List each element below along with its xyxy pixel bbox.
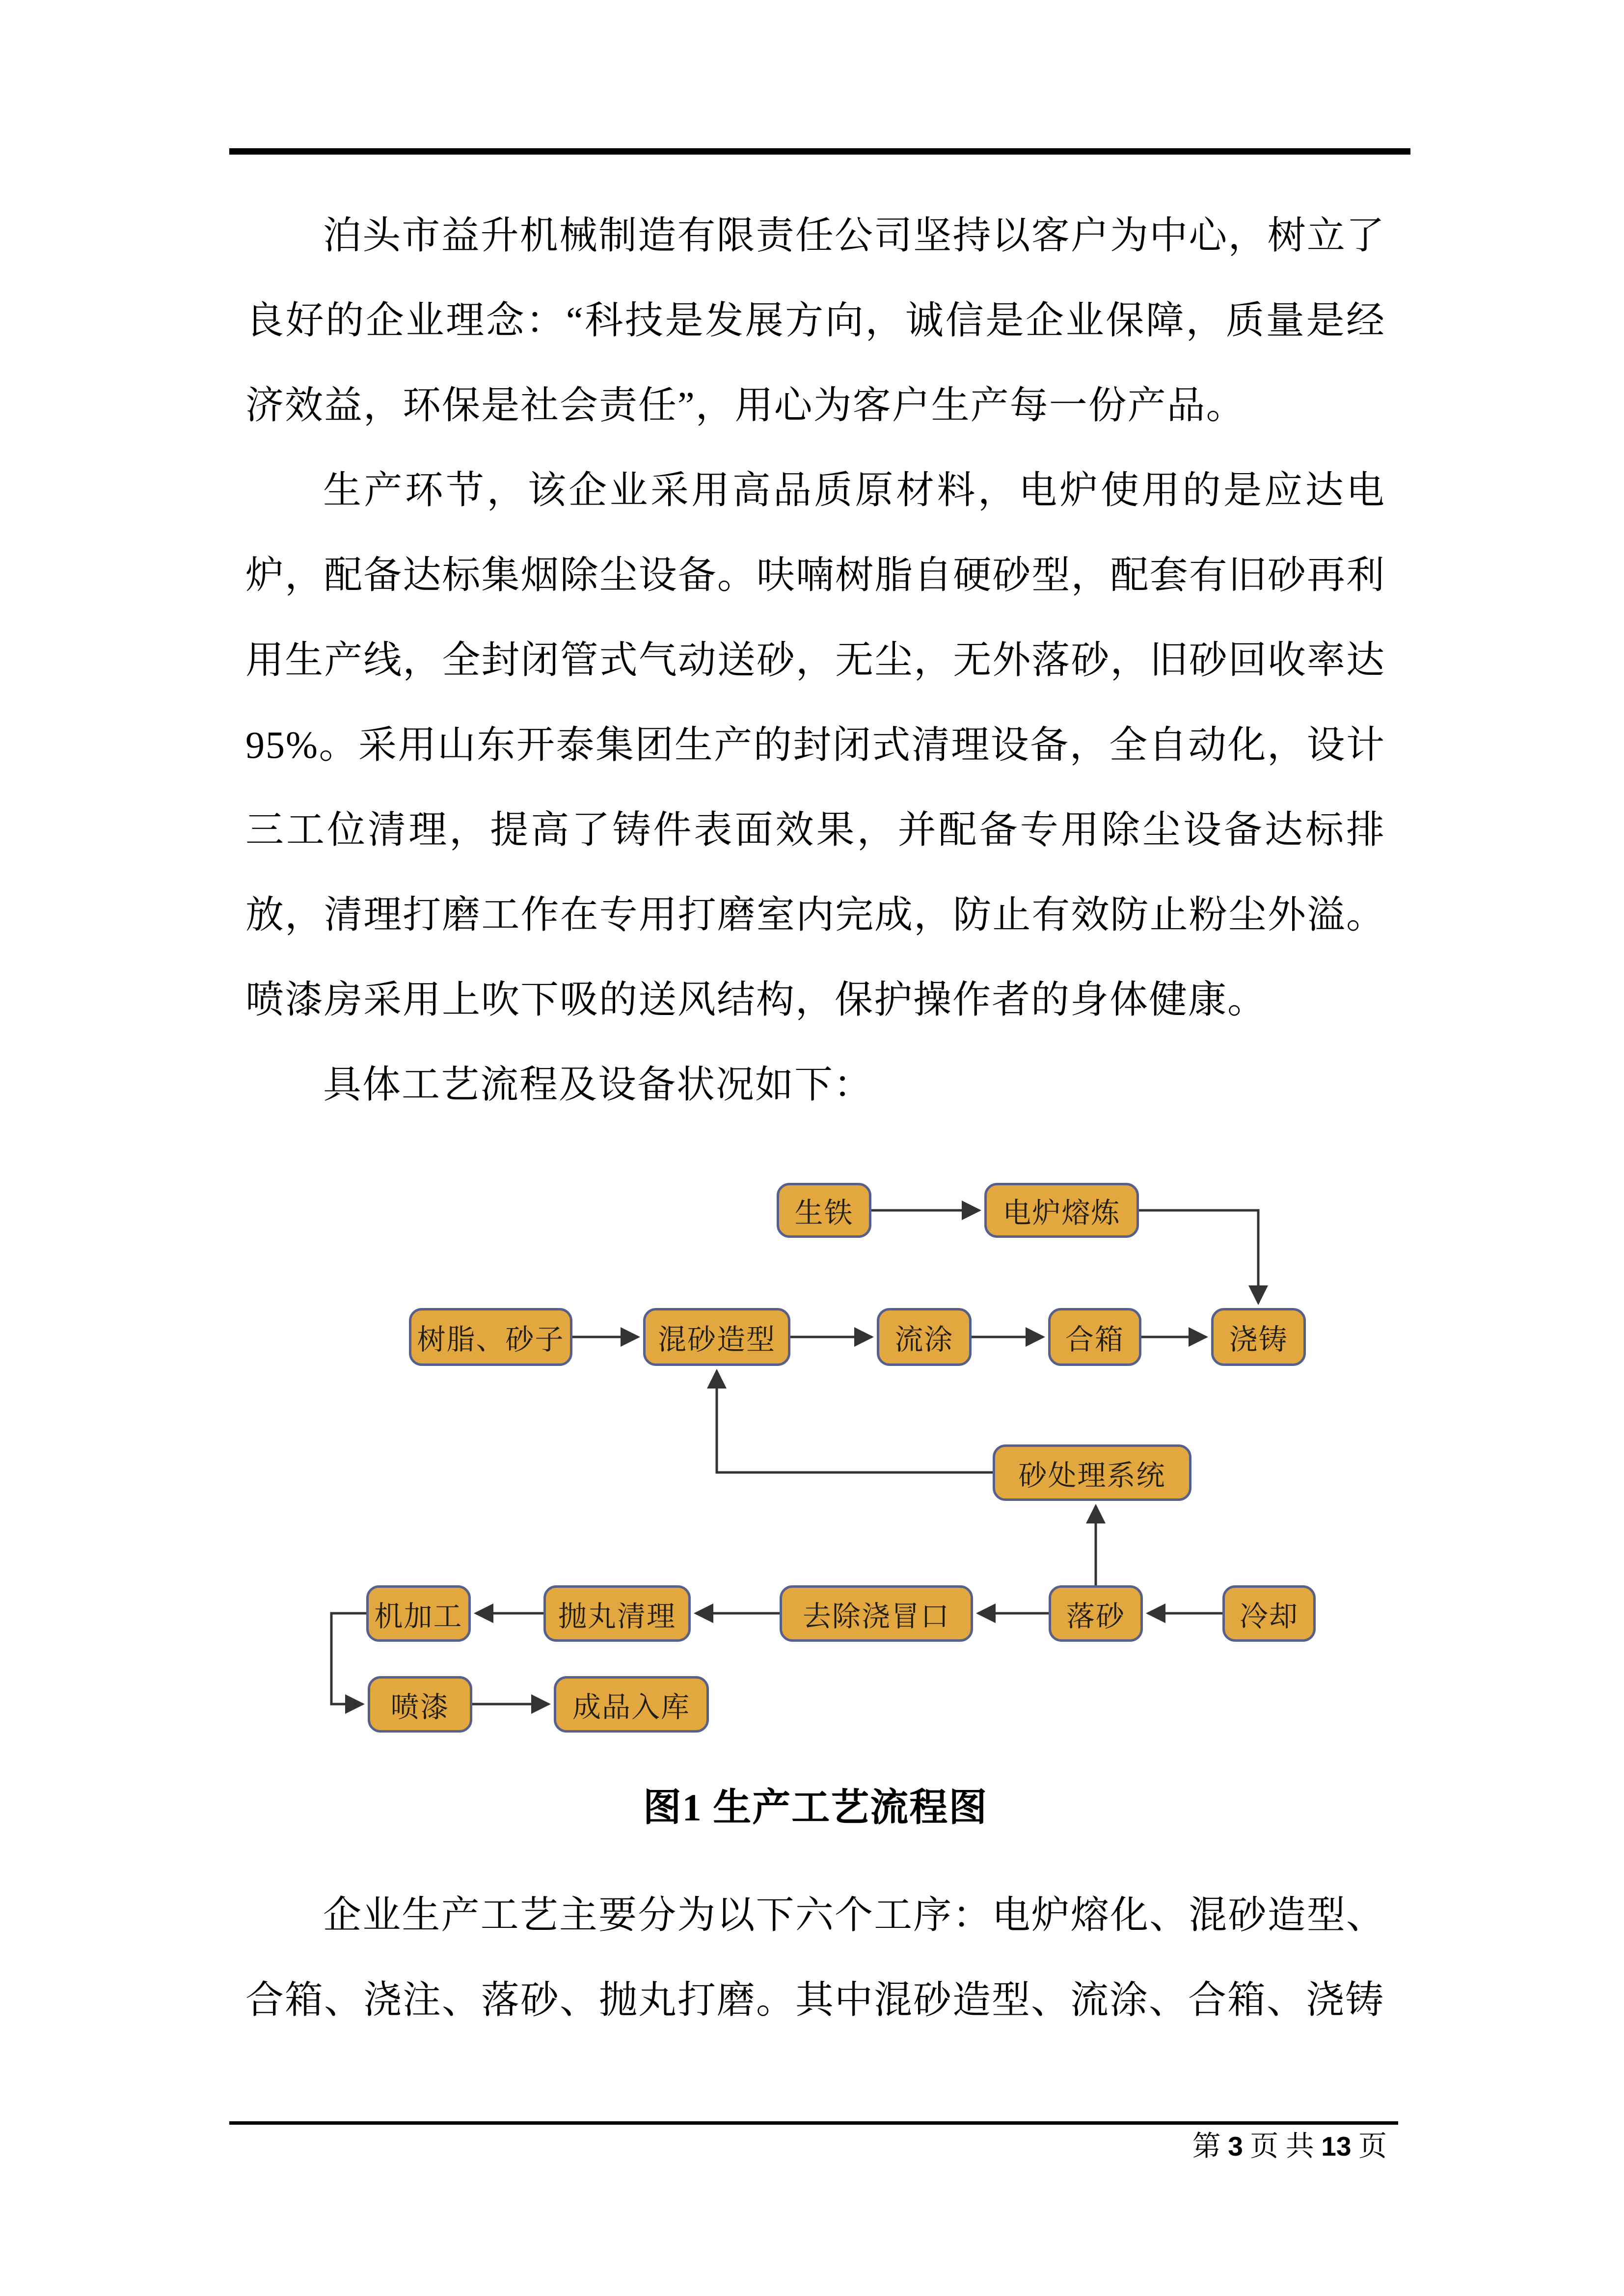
paragraph-4: 企业生产工艺主要分为以下六个工序：电炉熔化、混砂造型、合箱、浇注、落砂、抛丸打磨。其中混砂造型、流涂、合箱、浇铸 [245,1894,1385,2021]
paragraph-3: 具体工艺流程及设备状况如下： [323,1063,873,1106]
paragraph-1: 泊头市益升机械制造有限责任公司坚持以客户为中心，树立了良好的企业理念：“科技是发展方向，诚信是企业保障，质量是经济效益，环保是社会责任”，用心为客户生产每一份产品。 [245,214,1385,427]
flow-node-gate-riser-removal: 去除浇冒口 [780,1585,973,1642]
footer-pages-suffix: 页 [1358,2130,1387,2162]
flow-node-mold-closing: 合箱 [1048,1308,1141,1366]
page-footer [245,2125,1387,2167]
paragraph-2: 生产环节，该企业采用高品质原材料，电炉使用的是应达电炉，配备达标集烟除尘设备。呋喃树脂自硬砂型，配套有旧砂再利用生产线，全封闭管式气动送砂，无尘，无外落砂，旧砂回收率达95%。采用山东开泰集团生产的封闭式清理设备，全自动化，设计三工位清理，提高了铸件表面效果，并配备专用除尘设备达标排放，清理打磨工作在专用打磨室内完成，防止有效防止粉尘外溢。喷漆房采用上吹下吸的送风结构，保护操作者的身体健康。 [245,469,1385,1021]
footer-page-number: 3 [1228,2131,1243,2162]
flow-node-finished-goods-warehousing: 成品入库 [554,1676,709,1733]
flow-node-pig-iron: 生铁 [777,1183,871,1238]
figure-caption: 图1 生产工艺流程图 [643,1786,988,1829]
flow-node-shakeout: 落砂 [1049,1585,1143,1642]
flow-connector-machine-painting [331,1613,366,1704]
flow-node-electric-furnace-melting: 电炉熔炼 [984,1183,1139,1238]
footer-rule [229,2121,1398,2125]
flow-node-pouring: 浇铸 [1211,1308,1306,1366]
flow-node-cooling: 冷却 [1222,1585,1316,1642]
footer-total-pages: 13 [1321,2131,1352,2162]
flow-connector-sandsys-molding [717,1371,993,1472]
flow-node-sand-treatment-system: 砂处理系统 [993,1444,1191,1501]
footer-pages-middle: 页 共 [1250,2130,1314,2162]
footer-page-prefix: 第 [1192,2130,1221,2162]
flow-node-painting: 喷漆 [368,1676,472,1733]
flow-node-sand-mixing-molding: 混砂造型 [643,1308,790,1366]
flow-node-machining: 机加工 [366,1585,471,1642]
flow-connector-furnace-pouring [1139,1210,1258,1303]
flow-node-resin-sand: 树脂、砂子 [409,1308,572,1366]
flow-node-flow-coating: 流涂 [877,1308,972,1366]
flow-node-shot-blast-cleaning: 抛丸清理 [543,1585,691,1642]
